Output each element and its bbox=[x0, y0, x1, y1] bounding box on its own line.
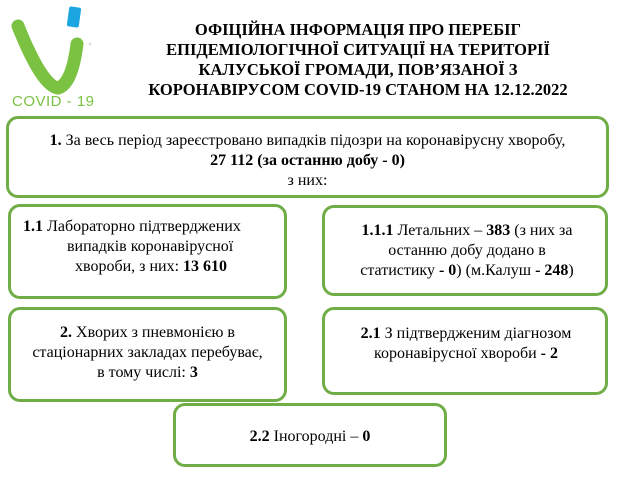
total-suspected-cases-box bbox=[6, 116, 609, 198]
non-resident-label: Іногородні – bbox=[269, 428, 363, 445]
title-line: КОРОНАВІРУСОМ COVID-19 СТАНОМ НА 12.12.2022 bbox=[148, 80, 568, 99]
logo-v-shape bbox=[18, 26, 77, 88]
of-them-text: з них: bbox=[287, 172, 328, 189]
title-line: ОФІЦІЙНА ІНФОРМАЦІЯ ПРО ПЕРЕБІГ bbox=[194, 20, 522, 39]
title-line: КАЛУСЬКОЇ ГРОМАДИ, ПОВ’ЯЗАНОЇ З bbox=[198, 60, 518, 79]
item-number: 1.1 bbox=[23, 218, 43, 235]
confirmed-diagnosis-box bbox=[322, 307, 608, 395]
confirmed-diagnosis-line2: коронавірусної хвороби bbox=[374, 345, 541, 362]
fatal-kalush-value: - 248 bbox=[535, 262, 569, 279]
logo-text: COVID - 19 bbox=[12, 93, 95, 110]
fatal-value: 383 bbox=[486, 222, 511, 239]
total-suspected-text: За весь період зареєстровано випадків підозри на коронавірусну хворобу, bbox=[61, 132, 566, 149]
pneumonia-line2: стаціонарних закладах перебуває, bbox=[32, 344, 263, 361]
item-number: 1.1.1 bbox=[361, 222, 394, 239]
pneumonia-line3: в тому числі: bbox=[97, 364, 190, 381]
item-number: 2. bbox=[60, 324, 73, 341]
fatal-line3-prefix: статистику bbox=[360, 262, 439, 279]
confirmed-diagnosis-value: - 2 bbox=[540, 345, 558, 362]
lab-confirmed-line2: випадків коронавірусної bbox=[67, 238, 234, 255]
title-line: ЕПІДЕМІОЛОГІЧНОЇ СИТУАЦІЇ НА ТЕРИТОРІЇ bbox=[166, 40, 550, 59]
confirmed-diagnosis-label: З підтвердженим діагнозом bbox=[380, 325, 572, 342]
page-title bbox=[108, 20, 608, 100]
item-number: 2.2 bbox=[249, 428, 270, 445]
fatal-text: (з них за bbox=[510, 222, 573, 239]
fatal-line2: останню добу додано в bbox=[388, 242, 546, 259]
pneumonia-patients-box bbox=[8, 307, 287, 402]
lab-confirmed-line3: хвороби, з них: bbox=[75, 258, 184, 275]
lab-confirmed-label: Лабораторно підтверджених bbox=[43, 218, 241, 235]
lab-confirmed-box bbox=[8, 204, 287, 299]
total-suspected-value: 27 112 (за останню добу - 0) bbox=[210, 152, 405, 169]
non-resident-box bbox=[173, 403, 447, 467]
fatal-cases-box bbox=[322, 205, 608, 296]
lab-confirmed-value: 13 610 bbox=[183, 258, 228, 275]
logo-dot bbox=[67, 6, 82, 27]
fatal-line3-mid: ) (м.Калуш bbox=[456, 262, 536, 279]
fatal-today-value: - 0 bbox=[438, 262, 457, 279]
pneumonia-value: 3 bbox=[189, 364, 198, 381]
fatal-label: Летальних – bbox=[393, 222, 487, 239]
pneumonia-label: Хворих з пневмонією в bbox=[72, 324, 235, 341]
item-number: 2.1 bbox=[360, 325, 381, 342]
non-resident-value: 0 bbox=[362, 428, 371, 445]
item-number: 1. bbox=[49, 132, 62, 149]
fatal-line3-end: ) bbox=[568, 262, 574, 279]
